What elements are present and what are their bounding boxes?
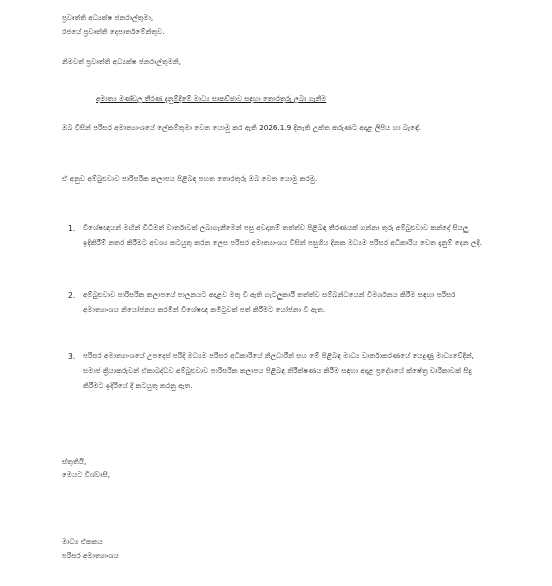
closing-thanks: ස්තුතියි,: [62, 457, 87, 466]
list-item-number: 2.: [68, 291, 76, 300]
list-item: අම්බුළුවාව පාරිසරික කලාපයේ පාලනයට අදාළව මතු වී ඇති ගැටලුකාරී තත්ත්ව සම්බන්ධයෙන් විමර්ශනය කිරීම සඳහා පරිසර අමාත්‍යාංශය නියෝජනය කරමින් විශේෂඥ කමිටුවක් පත් කිරීමට යෝජනා වී ඇත.: [83, 290, 456, 314]
recipient-line-1: ප්‍රවෘත්ති අධ්‍යක්ෂ ජනරාල්තුමා,: [62, 13, 154, 22]
recipient-line-2: රජයේ ප්‍රවෘත්ති දෙපාර්තමේන්තුව.: [62, 27, 165, 36]
salutation: නිමවත් ප්‍රවෘත්ති අධ්‍යක්ෂ ජනරාල්තුමනි,: [62, 57, 181, 66]
list-item: විශේෂඥයන් මඟින් විධිමත් වාර්තාවක් ලබාගැනීමෙන් පසු අවදානම් තත්ත්ව පිළිබඳ තීරණයක් ගන්නා තුරු අම්බුළුවාව කන්දේ සියලු ඉදිකිරීම් නතර කිරීමට අවශ්‍ය කටයුතු කරන ලෙස පරිසර අමාත්‍යාංශය විසින් පසුගිය දිනක මධ්‍යම පරිසර අධිකාරිය වෙත දැනුම් දෙන ලදී.: [83, 223, 482, 247]
lead-paragraph: ඒ අනුව අම්බුළුවාව පාරිසරික කලාපය පිළිබඳ පහත තොරතුරු ඔබ වෙත යොමු කරමු.: [62, 174, 318, 183]
list-item-number: 3.: [68, 352, 76, 361]
signature-ministry: පරිසර අමාත්‍යාංශය: [62, 551, 119, 560]
list-item: පරිසර අමාත්‍යාංශයේ උපදෙස් පරිදි මධ්‍යම පරිසර අධිකාරියේ නිලධාරීන් සහ මේ පිළිබඳ මාධ්‍ය වාර්තාකරණයේ යෙදුණු මාධ්‍යවේදීන්, සමාජ ක්‍රියාකරුවන් ඒකාබද්ධව අම්බුළුවාව පාරිසරික කලාපය පිළිබඳ නිරීක්ෂණය කිරීම සඳහා අදාළ ප්‍රදේශයේ ක්ෂේත්‍ර චාරිකාවක් සිදු කිරීමට ඉදිරියේ දී කටයුතු කරනු ඇත.: [83, 351, 474, 390]
intro-paragraph: ඔබ විසින් පරිසර අමාත්‍යාංශයේ ලේකම්තුමා වෙත යොමු කර ඇති 2026.1.9 දිනැති උක්ත කරුණට අදාළ ලිපිය හා බැඳේ.: [62, 123, 421, 132]
subject-heading: අමාත්‍ය මණ්ඩල තීරණ දැනුම්දීමේ මාධ්‍ය සාකච්ඡාව සඳහා තොරතුරු ලබා ගැනීම: [96, 95, 327, 103]
signature-unit: මාධ්‍ය ඒකකය: [62, 537, 103, 546]
list-item-number: 1.: [68, 224, 76, 233]
closing-faith: මෙයට විශ්වාසී,: [62, 470, 110, 479]
